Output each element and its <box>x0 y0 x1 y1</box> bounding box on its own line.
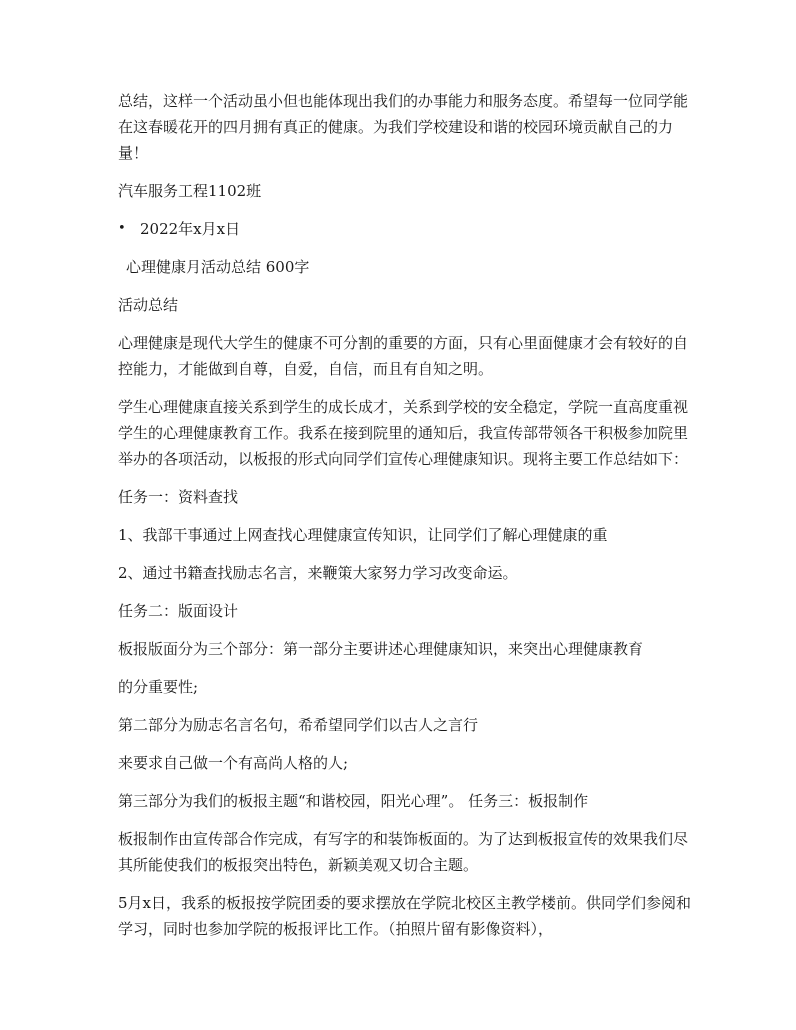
layout-description-cont: 的分重要性; <box>118 678 199 696</box>
bullet-marker: • <box>118 221 126 236</box>
task-one-item-2: 2、通过书籍查找励志名言，来鞭策大家努力学习改变命运。 <box>118 564 518 582</box>
display-paragraph: 5月x日，我系的板报按学院团委的要求摆放在学院北校区主教学楼前。供同学们参阅和学习，同时也参加学院的板报评比工作。（拍照片留有影像资料）， <box>118 894 692 938</box>
closing-paragraph: 总结，这样一个活动虽小但也能体现出我们的办事能力和服务态度。希望每一位同学能在这春暖花开的四月拥有真正的健康。为我们学校建设和谐的校园环境贡献自己的力量！ <box>118 92 689 162</box>
task-two-heading: 任务二：版面设计 <box>118 602 239 620</box>
section-heading: 活动总结 <box>118 296 179 314</box>
part-three-and-task-three: 第三部分为我们的板报主题“和谐校园，阳光心理”。 任务三：板报制作 <box>118 792 589 810</box>
document-page <box>118 88 698 954</box>
production-paragraph: 板报制作由宣传部合作完成，有写字的和装饰板面的。为了达到板报宣传的效果我们尽其所能使我们的板报突出特色，新颖美观又切合主题。 <box>118 830 689 874</box>
body-paragraph-intro: 心理健康是现代大学生的健康不可分割的重要的方面，只有心里面健康才会有较好的自控能力，才能做到自尊，自爱，自信，而且有自知之明。 <box>118 334 689 378</box>
class-name: 汽车服务工程1102班 <box>118 182 262 200</box>
task-one-heading: 任务一：资料查找 <box>118 488 239 506</box>
date-bullet <box>118 216 698 242</box>
part-two-text-cont: 来要求自己做一个有高尚人格的人; <box>118 754 349 772</box>
layout-description: 板报版面分为三个部分：第一部分主要讲述心理健康知识，来突出心理健康教育 <box>118 640 644 658</box>
task-one-item-1: 1、我部干事通过上网查找心理健康宣传知识，让同学们了解心理健康的重 <box>118 526 608 544</box>
date-text: 2022年x月x日 <box>140 220 241 238</box>
part-two-text: 第二部分为励志名言名句，希希望同学们以古人之言行 <box>118 716 479 734</box>
doc-title: 心理健康月活动总结 600字 <box>126 258 310 276</box>
body-paragraph-background: 学生心理健康直接关系到学生的成长成才，关系到学校的安全稳定，学院一直高度重视学生的心理健康教育工作。我系在接到院里的通知后，我宣传部带领各干积极参加院里举办的各项活动，以板报的形式向同学们宣传心理健康知识。现将主要工作总结如下： <box>118 398 689 468</box>
